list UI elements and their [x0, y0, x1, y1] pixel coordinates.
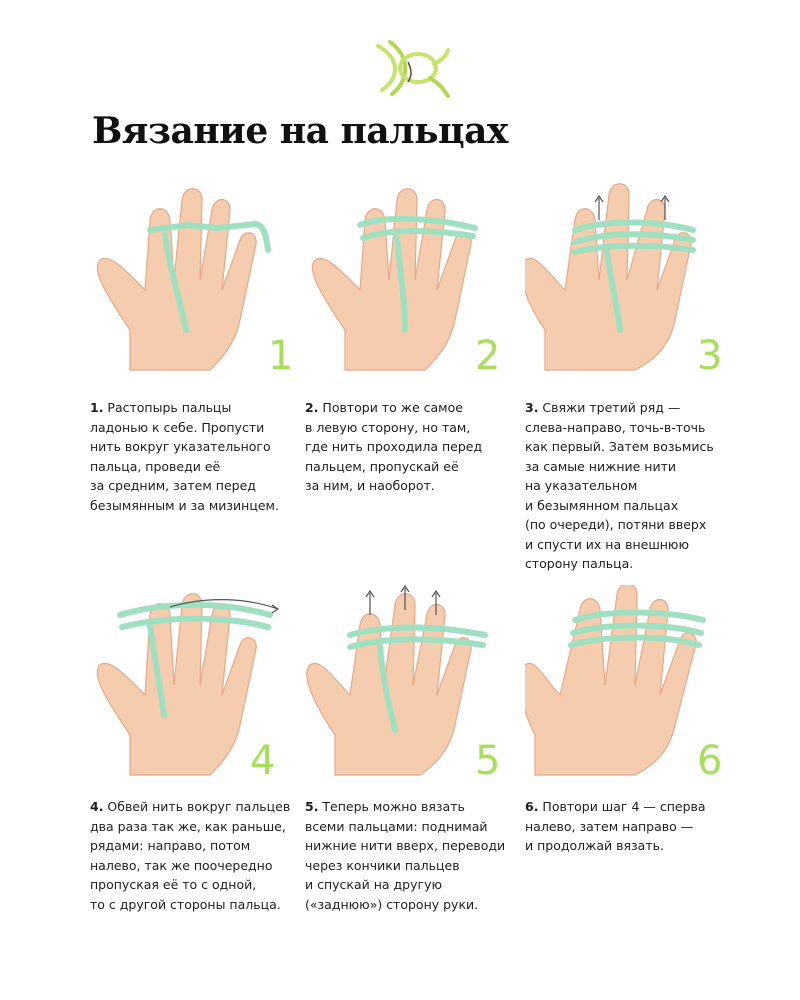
step-text: Теперь можно вязать всеми пальцами: поднимай нижние нити вверх, переводи через кончики пальцев и спускай на другую («заднюю») сторону руки. — [305, 799, 506, 912]
hand-illustration — [305, 585, 535, 795]
step-label: 5. — [305, 799, 319, 814]
step-label: 3. — [525, 400, 539, 415]
step-label: 6. — [525, 799, 539, 814]
step-description — [525, 398, 755, 574]
step-number: 5 — [475, 738, 501, 784]
step-text: Обвей нить вокруг пальцев два раза так же, как раньше, рядами: направо, потом налево, так же поочередно пропуская её то с одной, то с другой стороны пальца. — [90, 799, 291, 912]
hand-illustration — [90, 585, 320, 795]
step-text: Повтори шаг 4 — сперва налево, затем направо — и продолжай вязать. — [525, 799, 706, 853]
yarn-knot-logo — [370, 38, 450, 98]
step-number: 4 — [250, 738, 276, 784]
step-text: Растопырь пальцы ладонью к себе. Пропусти нить вокруг указательного пальца, проведи её за средним, затем перед безымянным и за мизинцем. — [90, 400, 279, 513]
step-label: 4. — [90, 799, 104, 814]
step-description — [525, 797, 755, 856]
step-description — [90, 398, 320, 515]
page-title: Вязание на пальцах — [92, 110, 508, 152]
hand-illustration — [305, 180, 535, 390]
step-text: Свяжи третий ряд — слева-направо, точь-в-точь как первый. Затем возьмись за самые нижние нити на указательном и безымянном пальцах (по очереди), потяни вверх и спусти их на внешнюю сторону пальца. — [525, 400, 714, 571]
step-description — [90, 797, 320, 914]
step-label: 1. — [90, 400, 104, 415]
step-description — [305, 398, 535, 496]
step-number: 6 — [697, 738, 723, 784]
step-text: Повтори то же самое в левую сторону, но там, где нить проходила перед пальцем, пропускай её за ним, и наоборот. — [305, 400, 483, 493]
step-number: 3 — [697, 333, 723, 379]
step-number: 1 — [268, 333, 294, 379]
step-number: 2 — [475, 333, 501, 379]
step-description — [305, 797, 535, 914]
step-label: 2. — [305, 400, 319, 415]
